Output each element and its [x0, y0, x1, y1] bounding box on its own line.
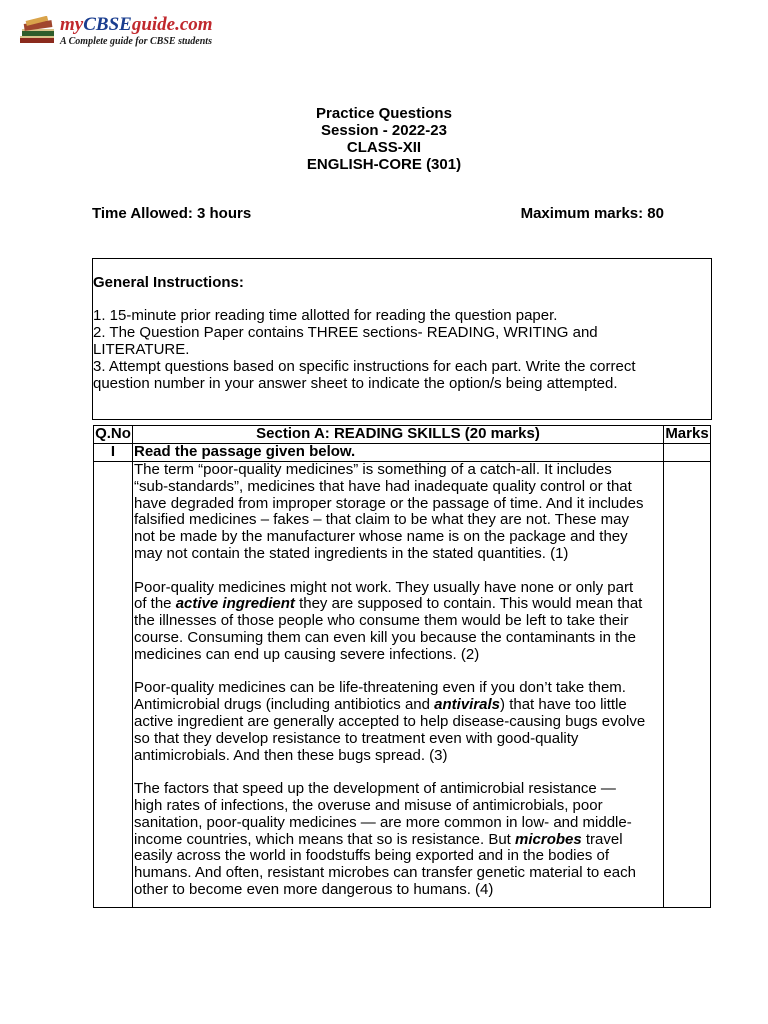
header-qno: Q.No	[95, 425, 131, 442]
books-icon	[18, 16, 58, 46]
logo-tagline: A Complete guide for CBSE students	[60, 36, 212, 47]
passage-line: Poor-quality medicines might not work. They usually have none or only part	[134, 578, 634, 596]
passage-line: humans. And often, resistant microbes can transfer genetic material to each	[134, 864, 636, 882]
header-section: Section A: READING SKILLS (20 marks)	[133, 426, 664, 444]
table-row	[94, 462, 711, 908]
logo-brand: myCBSEguide.com	[60, 14, 213, 35]
passage-line: not be made by the manufacturer whose name is on the package and they	[134, 528, 628, 546]
instruction-line: 3. Attempt questions based on specific instructions for each part. Write the correct	[93, 358, 636, 375]
passage-line: The term “poor-quality medicines” is something of a catch-all. It includes	[134, 461, 612, 478]
passage-line: Antimicrobial drugs (including antibiotics and antivirals) that have too little	[134, 696, 627, 714]
header-session: Session - 2022-23	[321, 122, 447, 139]
header-marks: Marks	[665, 425, 709, 442]
maximum-marks: Maximum marks: 80	[520, 205, 664, 222]
passage-line: active ingredient are generally accepted to help disease-causing bugs evolve	[134, 712, 646, 730]
table-row	[94, 444, 711, 462]
passage-line: easily across the world in foodstuffs being exported and in the bodies of	[134, 847, 610, 865]
site-logo	[18, 14, 228, 48]
passage-line: other to become even more dangerous to humans. (4)	[134, 880, 494, 898]
passage-line: The factors that speed up the development of antimicrobial resistance —	[134, 780, 616, 798]
passage-paragraph-4	[134, 781, 662, 899]
passage-line: Poor-quality medicines can be life-threatening even if you don’t take them.	[134, 679, 626, 697]
marks-cell	[664, 462, 711, 908]
marks-cell	[664, 444, 711, 462]
table-header-row	[94, 426, 711, 444]
passage-instruction: Read the passage given below.	[133, 444, 664, 462]
passage-paragraph-2	[134, 580, 662, 664]
instruction-line: 2. The Question Paper contains THREE sections- READING, WRITING and	[93, 324, 598, 341]
passage-line: income countries, which means that so is resistance. But microbes travel	[134, 830, 623, 848]
emphasis-text: antivirals	[434, 696, 501, 714]
passage-paragraph-1	[134, 462, 662, 563]
header-title: Practice Questions	[316, 105, 452, 122]
emphasis-text: microbes	[515, 830, 582, 848]
passage-line: of the active ingredient they are supposed to contain. This would mean that	[134, 595, 643, 613]
passage-line: “sub-standards”, medicines that have had inadequate quality control or that	[134, 477, 632, 495]
question-number-empty	[94, 462, 133, 908]
passage-line: have degraded from improper storage or the passage of time. And it includes	[134, 494, 644, 512]
passage-line: may not contain the stated ingredients in the stated quantities. (1)	[134, 544, 569, 562]
paper-header	[0, 105, 768, 173]
passage-line: antimicrobials. And then these bugs spread. (3)	[134, 746, 448, 764]
passage-text	[133, 462, 664, 908]
passage-line: the illnesses of those people who consume them would be left to take their	[134, 612, 629, 630]
header-subject: ENGLISH-CORE (301)	[306, 156, 462, 173]
passage-line: so that they develop resistance to treatment even with good-quality	[134, 729, 579, 747]
passage-line: sanitation, poor-quality medicines — are more common in low- and middle-	[134, 813, 632, 831]
instruction-line: question number in your answer sheet to indicate the option/s being attempted.	[93, 375, 618, 392]
passage-line: falsified medicines – fakes – that claim to be what they are not. These may	[134, 511, 629, 529]
emphasis-text: active ingredient	[175, 595, 295, 613]
instructions-title: General Instructions:	[93, 274, 244, 291]
question-table	[93, 425, 711, 908]
passage-paragraph-3	[134, 680, 662, 764]
passage-line: medicines can end up causing severe infections. (2)	[134, 645, 480, 663]
instruction-line: LITERATURE.	[93, 341, 190, 358]
instructions-list	[93, 307, 703, 392]
passage-line: high rates of infections, the overuse and misuse of antimicrobials, poor	[134, 796, 603, 814]
general-instructions-box	[92, 258, 712, 420]
header-class: CLASS-XII	[346, 139, 422, 156]
instruction-line: 1. 15-minute prior reading time allotted for reading the question paper.	[93, 307, 558, 324]
question-number: I	[94, 444, 133, 462]
passage-line: course. Consuming them can even kill you because the contaminants in the	[134, 628, 636, 646]
time-allowed: Time Allowed: 3 hours	[92, 205, 252, 222]
